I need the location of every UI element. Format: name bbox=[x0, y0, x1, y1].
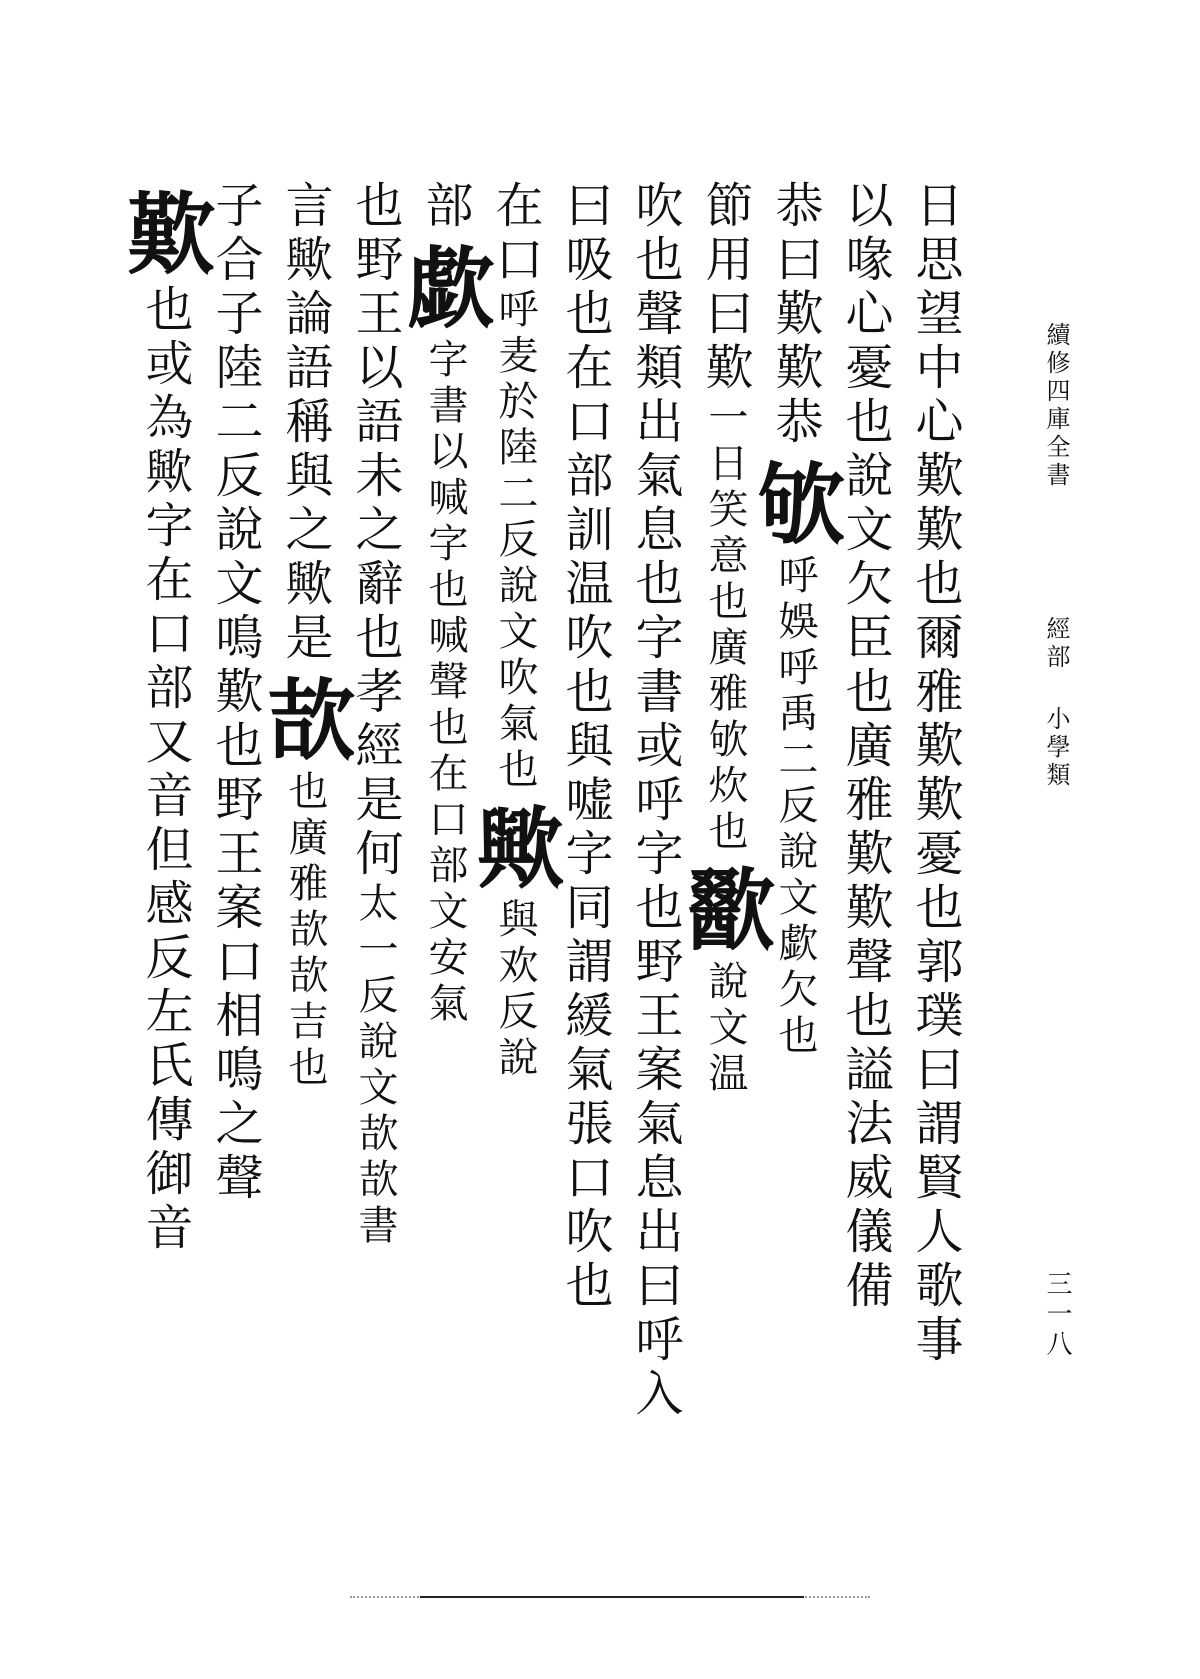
column-text: 恭曰歎歎恭 bbox=[767, 180, 823, 450]
text-column bbox=[113, 180, 217, 1480]
annotation: 文安氣 bbox=[422, 890, 468, 1028]
annotation: 呼麦於陸二反說文吹氣也 bbox=[492, 288, 538, 794]
series-title: 續修四庫全書 bbox=[1042, 322, 1070, 490]
text-column bbox=[620, 180, 690, 1480]
column-text: 以喙心憂也說文欠臣也廣雅歎歎聲也謚法威儀備 bbox=[837, 180, 893, 1314]
text-column bbox=[340, 180, 410, 1480]
column-text: 日思望中心歎歎也爾雅歎歎憂也郭璞曰謂賢人歌事 bbox=[907, 180, 963, 1368]
text-column bbox=[830, 180, 900, 1480]
column-text: 也野王以語未之辭也孝經是何 bbox=[347, 180, 403, 882]
annotation: 一日笑意也廣雅欨炊也 bbox=[702, 396, 748, 856]
text-column bbox=[253, 180, 357, 1480]
annotation: 說文温 bbox=[702, 960, 748, 1098]
text-column bbox=[200, 180, 270, 1480]
column-text: 吹也聲類出氣息也字書或呼字也野王案氣息出曰呼入 bbox=[627, 180, 683, 1422]
headword: 欨 bbox=[743, 458, 847, 546]
headword: 歠 bbox=[673, 864, 777, 952]
text-column bbox=[673, 180, 777, 1480]
column-text: 言歟論語稱與之歟是 bbox=[277, 180, 333, 666]
column-text: 曰吸也在口部訓温吹也與嘘字同謂緩氣張口吹也 bbox=[557, 180, 613, 1314]
page-number: 三一八 bbox=[1042, 1270, 1072, 1360]
column-text: 子合子陸二反說文鳴歎也野王案口相鳴之聲 bbox=[207, 180, 263, 1206]
annotation: 字書以喊字也喊聲也在口部 bbox=[422, 338, 468, 890]
headword: 歟 bbox=[463, 802, 567, 890]
annotation: 也廣雅欯欯吉也 bbox=[282, 770, 328, 1092]
annotation: 呼娛呼禹二反說文歔欠也 bbox=[772, 554, 818, 1060]
annotation: 與欢反說 bbox=[492, 898, 538, 1082]
column-text: 部 bbox=[417, 180, 473, 234]
section-label: 經部 bbox=[1042, 616, 1070, 672]
headword: 歎 bbox=[113, 188, 217, 276]
text-column bbox=[463, 180, 567, 1480]
column-text: 字在口部又音但感反左氏傳御音 bbox=[137, 500, 193, 1256]
category-label: 小學類 bbox=[1042, 706, 1070, 790]
column-text: 在口 bbox=[487, 180, 543, 288]
annotation: 太一反說文欯欯書 bbox=[352, 882, 398, 1250]
headword: 欯 bbox=[253, 674, 357, 762]
text-column bbox=[393, 180, 497, 1480]
column-text: 也或為歟 bbox=[137, 284, 193, 500]
headword: 歔 bbox=[393, 242, 497, 330]
bottom-rule bbox=[420, 1596, 804, 1598]
text-column bbox=[743, 180, 847, 1480]
text-column bbox=[900, 180, 970, 1480]
column-text: 節用曰歎 bbox=[697, 180, 753, 396]
body-text bbox=[113, 180, 1020, 1480]
